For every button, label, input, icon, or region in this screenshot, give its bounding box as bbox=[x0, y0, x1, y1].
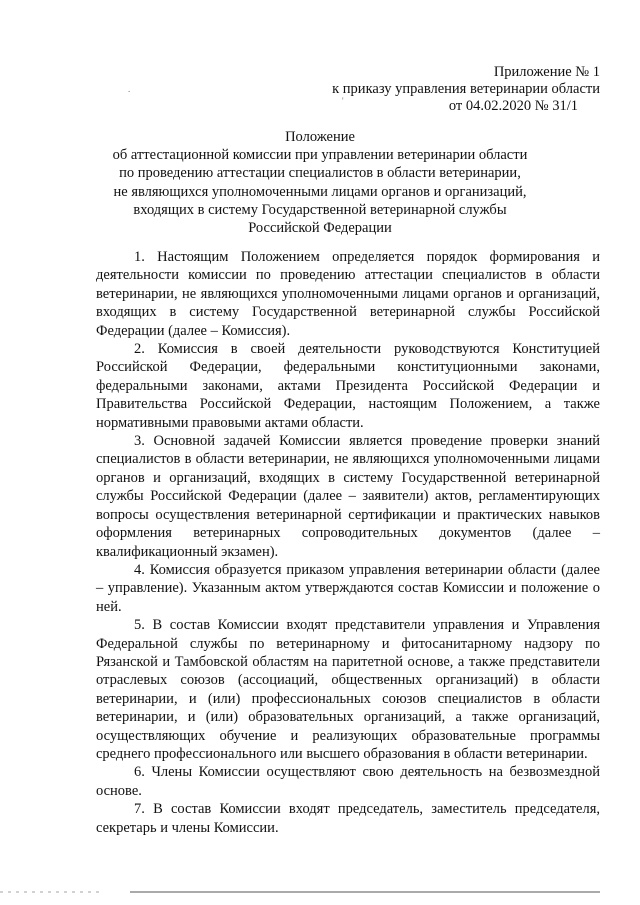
annex-header bbox=[260, 64, 600, 115]
scan-speck: ' bbox=[342, 96, 344, 106]
paragraph-4: 4. Комиссия образуется приказом управления ветеринарии области (далее – управление). Указанным актом утверждаются состав Комиссии и положение о ней. bbox=[96, 561, 600, 615]
title-line: не являющихся уполномоченными лицами органов и организаций, bbox=[113, 183, 527, 200]
paragraph-7: 7. В состав Комиссии входят председатель, заместитель председателя, секретарь и члены Комиссии. bbox=[96, 801, 600, 836]
paragraph-5: 5. В состав Комиссии входят представители управления и Управления Федеральной службы по ветеринарному и фитосанитарному надзору по Рязанской и Тамбовской областям на паритетной основе, а также представители отраслевых союзов (ассоциаций, общественных организаций) в области ветеринарии, и (или) профессиональных союзов специалистов в области ветеринарии, и (или) образовательных организаций, а также организаций, осуществляющих обучение и реализующих образовательные программы среднего профессионального или высшего образования в области ветеринарии. bbox=[96, 617, 600, 762]
annex-order-ref: к приказу управления ветеринарии области bbox=[332, 81, 600, 97]
document-title bbox=[60, 128, 580, 237]
paragraph-3: 3. Основной задачей Комиссии является проведение проверки знаний специалистов в области ветеринарии, не являющихся уполномоченными лицами органов и организаций, входящих в систему Государственной ветеринарной службы Российской Федерации (далее – заявители) актов, регламентирующих вопросы осуществления ветеринарной сертификации и практических навыков оформления ветеринарных сопроводительных документов (далее – квалификационный экзамен). bbox=[96, 433, 600, 560]
scan-edge-line bbox=[0, 888, 640, 896]
document-body bbox=[96, 248, 600, 837]
title-line: Положение bbox=[285, 129, 355, 145]
paragraph-6: 6. Члены Комиссии осуществляют свою деятельность на безвозмездной основе. bbox=[96, 764, 600, 799]
annex-number: Приложение № 1 bbox=[493, 64, 600, 80]
title-line: входящих в систему Государственной ветеринарной службы bbox=[133, 201, 507, 218]
scan-speck: . bbox=[128, 84, 131, 94]
title-line: по проведению аттестации специалистов в области ветеринарии, bbox=[119, 165, 521, 182]
annex-order-date: от 04.02.2020 № 31/1 bbox=[448, 98, 578, 114]
title-line: Российской Федерации bbox=[248, 220, 392, 237]
paragraph-2: 2. Комиссия в своей деятельности руководствуются Конституцией Российской Федерации, федеральными конституционными законами, федеральными законами, актами Президента Российской Федерации и Правительства Российской Федерации, настоящим Положением, а также нормативными правовыми актами области. bbox=[96, 341, 600, 431]
paragraph-1: 1. Настоящим Положением определяется порядок формирования и деятельности комиссии по проведению аттестации специалистов в области ветеринарии, не являющихся уполномоченными лицами органов и организаций, входящих в систему Государственной ветеринарной службы Российской Федерации (далее – Комиссия). bbox=[96, 249, 600, 339]
title-line: об аттестационной комиссии при управлении ветеринарии области bbox=[112, 147, 528, 164]
